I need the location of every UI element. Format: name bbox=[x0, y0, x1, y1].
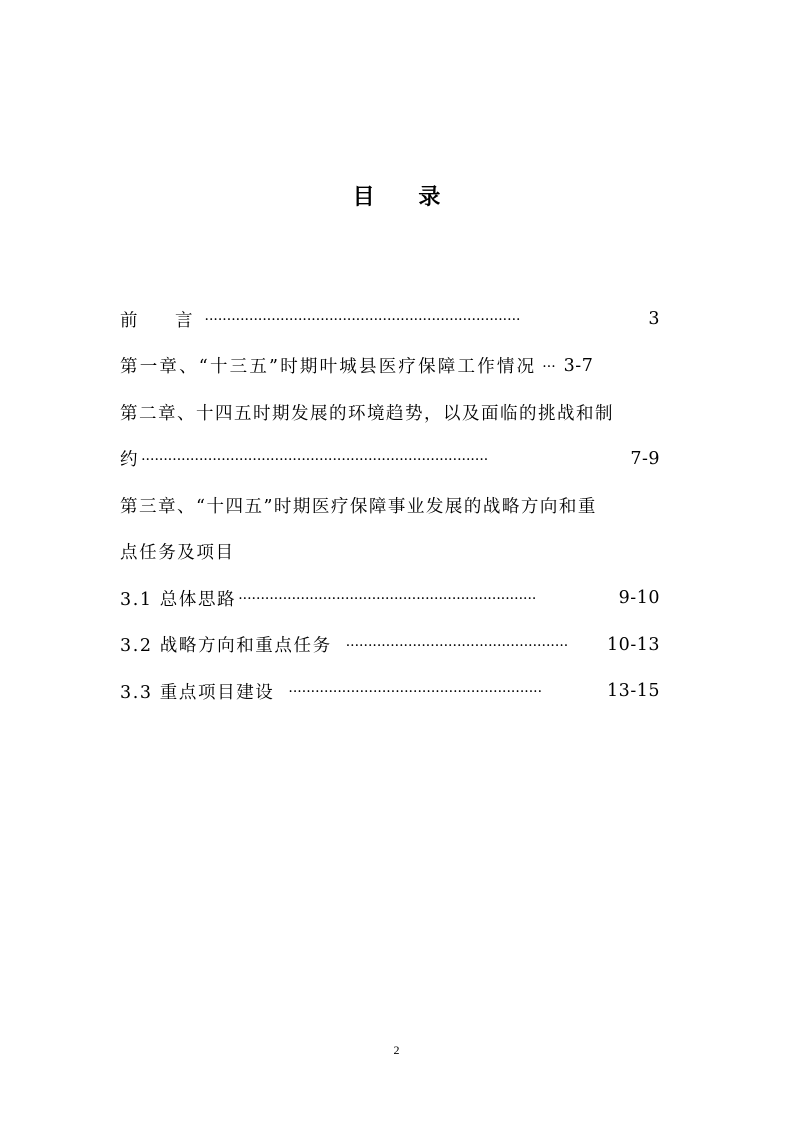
toc-entry-page: 9-10 bbox=[618, 588, 660, 609]
toc-entry-label: 第二章、十四五时期发展的环境趋势，以及面临的挑战和制 bbox=[120, 403, 614, 424]
toc-leader-dots: ··································································· bbox=[238, 591, 537, 608]
toc-entry-label: 第三章、“十四五”时期医疗保障事业发展的战略方向和重 bbox=[120, 496, 597, 517]
toc-entry-page: 13-15 bbox=[607, 681, 660, 702]
toc-entry-page: 7-9 bbox=[630, 448, 660, 469]
toc-entry-preface[interactable] bbox=[120, 296, 660, 343]
toc-entry-label: 3.1 总体思路 bbox=[120, 589, 237, 610]
toc-entry-page: 3 bbox=[648, 309, 660, 330]
toc-entry-label: 前 言 bbox=[120, 310, 203, 331]
toc-entry-label: 约 bbox=[120, 450, 140, 471]
toc-entry-chapter-2-line-1[interactable] bbox=[120, 389, 660, 436]
toc-leader-dots: ·················································· bbox=[345, 637, 569, 654]
toc-entry-label: 3.3 重点项目建设 bbox=[120, 682, 275, 703]
toc-leader-dots: ·············································································· bbox=[141, 451, 489, 468]
toc-entry-label: 点任务及项目 bbox=[120, 543, 235, 564]
toc-entry-chapter-3-line-1[interactable] bbox=[120, 482, 660, 529]
toc-entry-chapter-2-line-2[interactable] bbox=[120, 436, 660, 483]
toc-leader-dots: ··· bbox=[542, 358, 556, 375]
page-title: 目 录 bbox=[352, 185, 459, 210]
toc-entry-label: 3.2 战略方向和重点任务 bbox=[120, 636, 332, 657]
toc-leader-dots: ······································································· bbox=[204, 312, 521, 329]
toc-entry-section-3-2[interactable] bbox=[120, 622, 660, 669]
toc-leader-dots: ························································· bbox=[288, 684, 543, 701]
toc-entry-section-3-3[interactable] bbox=[120, 668, 660, 715]
toc-entry-chapter-1[interactable] bbox=[120, 343, 660, 390]
table-of-contents bbox=[120, 296, 660, 715]
page-number: 2 bbox=[393, 1043, 400, 1057]
toc-entry-label: 第一章、“十三五”时期叶城县医疗保障工作情况 bbox=[120, 357, 537, 378]
toc-entry-section-3-1[interactable] bbox=[120, 575, 660, 622]
toc-entry-page: 10-13 bbox=[607, 634, 660, 655]
toc-entry-page: 3-7 bbox=[563, 355, 594, 376]
toc-entry-chapter-3-line-2[interactable] bbox=[120, 529, 660, 576]
